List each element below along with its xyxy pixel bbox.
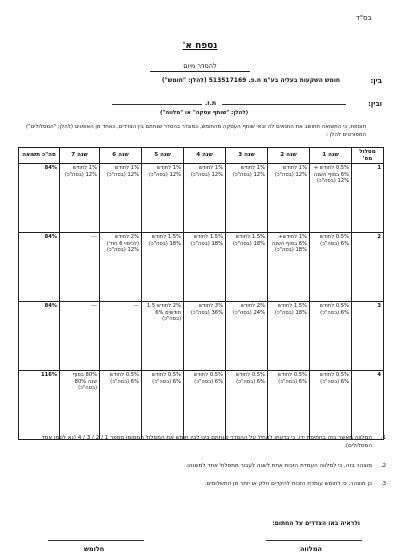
track-number: 1 xyxy=(352,164,384,233)
track-number: 3 xyxy=(352,302,384,371)
table-cell: 2% לחודש (לכיסוי 6 חוד') 12% (בסה"כ) xyxy=(100,233,142,302)
table-cell: 2% לחודש 24% (בסה"כ) xyxy=(226,302,268,371)
note-item xyxy=(32,462,386,470)
table-cell: 1% לחודש 12% (בסה"כ) xyxy=(60,164,100,233)
table-cell: 0.5% לחודש 6% (בסה"כ) xyxy=(310,233,352,302)
lender-signature-label: המלווה xyxy=(299,545,322,553)
table-cell: 80% בסוף שנה 80% (בסה"כ) xyxy=(60,371,100,440)
header-year-2: שנה 2 xyxy=(268,148,310,164)
header-total: סה"כ תשואה xyxy=(19,148,60,164)
table-cell: 1.5% לחודש 18% (בסה"כ) xyxy=(184,233,226,302)
id-label: ת.ז. xyxy=(205,100,217,107)
partner-name-line xyxy=(222,104,346,105)
partner-designation: (להלן: "שותף עסקה" או "מלווה") xyxy=(160,110,249,116)
total-return: 116% xyxy=(19,371,60,440)
note-text: מוצהר בזה, כי למלווה העמדת הזכות אחת לשנה לעבור ממסלול אחד למשנהו. xyxy=(185,463,372,469)
closing-statement: ולראיה באו הצדדים על החתום: xyxy=(272,520,360,527)
note-number: 2. xyxy=(380,463,386,469)
note-item xyxy=(32,434,386,450)
table-cell: 1.5% לחודש 18% (בסה"כ) xyxy=(268,302,310,371)
and-label: ובין: xyxy=(368,100,382,108)
table-cell: 1.5% לחודש 18% (בסה"כ) xyxy=(142,233,184,302)
lender-signature-line xyxy=(266,540,362,541)
track-number: 2 xyxy=(352,233,384,302)
company-signature-label: חלומש xyxy=(84,545,105,553)
table-cell: 1% לחודש 12% (בסה"כ) xyxy=(142,164,184,233)
table-cell: --- xyxy=(60,302,100,371)
table-cell: 1% לחודש 12% (בסה"כ) xyxy=(184,164,226,233)
between-label: בין: xyxy=(370,77,382,85)
total-return: 84% xyxy=(19,233,60,302)
total-return: 84% xyxy=(19,302,60,371)
agreement-date-label: להסדר מיום xyxy=(183,62,217,70)
appendix-title: נספח א' xyxy=(182,41,218,51)
note-number: 1. xyxy=(380,435,386,441)
table-row xyxy=(19,164,384,233)
table-cell: --- xyxy=(100,302,142,371)
table-cell: 0.5% לחודש 6% (בסה"כ) xyxy=(184,371,226,440)
table-cell: 0.5% לחודש + 6% בסוף השנה 12% (בסה"כ) xyxy=(310,164,352,233)
company-signature-line xyxy=(48,540,144,541)
table-header-row xyxy=(19,148,384,164)
note-text: המלווה מאשר בזה בחתימת ידו, כי בדעתו להחיל על ההסדר שנחתם בינו לבין חומש את המסלול המסומן מספר 1 / 2 / 3 / 4 (נא לסמן אחד המסלולים). xyxy=(41,435,372,449)
table-cell: 0.5% לחודש 6% (בסה"כ) xyxy=(310,371,352,440)
header-year-4: שנה 4 xyxy=(184,148,226,164)
table-cell: 1% לחודש 12% (בסה"כ) xyxy=(268,164,310,233)
header-year-6: שנה 6 xyxy=(100,148,142,164)
table-cell: 1% לחודש 12% (בסה"כ) xyxy=(100,164,142,233)
table-row xyxy=(19,371,384,440)
table-cell: 0.5% לחודש 6% (בסה"כ) xyxy=(268,371,310,440)
id-number-line xyxy=(112,104,202,105)
header-track: מסלול מס' xyxy=(352,148,384,164)
header-year-1: שנה 1 xyxy=(310,148,352,164)
table-cell: 3% לחודש 36% (בסה"כ) xyxy=(184,302,226,371)
total-return: 84% xyxy=(19,164,60,233)
lender-party: חומש השקעות בעליה בע"מ ח.פ. 513517169 (להלן: "חומש") xyxy=(161,77,340,84)
track-number: 4 xyxy=(352,371,384,440)
table-cell: 2% לחודש 1.5 חודשים 6% (בסה"כ) xyxy=(142,302,184,371)
table-cell: 1% לחודש 12% (בסה"כ) xyxy=(226,164,268,233)
header-year-3: שנה 3 xyxy=(226,148,268,164)
note-text: כן מוצהר, כי לחומש עומדת הזכות להקדים חלק או יותר מן התשלומים. xyxy=(204,481,372,487)
date-underline xyxy=(150,71,250,72)
table-cell: 0.5% לחודש 6% (בסה"כ) xyxy=(310,302,352,371)
table-row xyxy=(19,233,384,302)
table-cell: 0.5% לחודש 6% (בסה"כ) xyxy=(226,371,268,440)
table-cell: 1% לחודש+ 6% בסוף השנה 18% (בסה"כ) xyxy=(268,233,310,302)
header-year-7: שנה 7 xyxy=(60,148,100,164)
table-cell: 0.5% לחודש 6% (בסה"כ) xyxy=(142,371,184,440)
table-cell: 1.5% לחודש 18% (בסה"כ) xyxy=(226,233,268,302)
table-cell: --- xyxy=(60,233,100,302)
tracks-table xyxy=(18,147,384,440)
table-cell: 0.5% לחודש 6% (בסה"כ) xyxy=(100,371,142,440)
table-row xyxy=(19,302,384,371)
note-number: 3. xyxy=(380,481,386,487)
note-item xyxy=(32,480,386,488)
header-year-5: שנה 5 xyxy=(142,148,184,164)
bsd-mark: בס"ד xyxy=(356,14,372,22)
intro-paragraph: תוספת, כי התשואה תחושב את התנאים לה זכאי שותף העסקה מהחומש, כמוגדר בהסדר שנחתם בין הצדדים, כאחד מן האופנים (להלן: "המסלולים") המפורטים להלן : xyxy=(26,124,366,138)
